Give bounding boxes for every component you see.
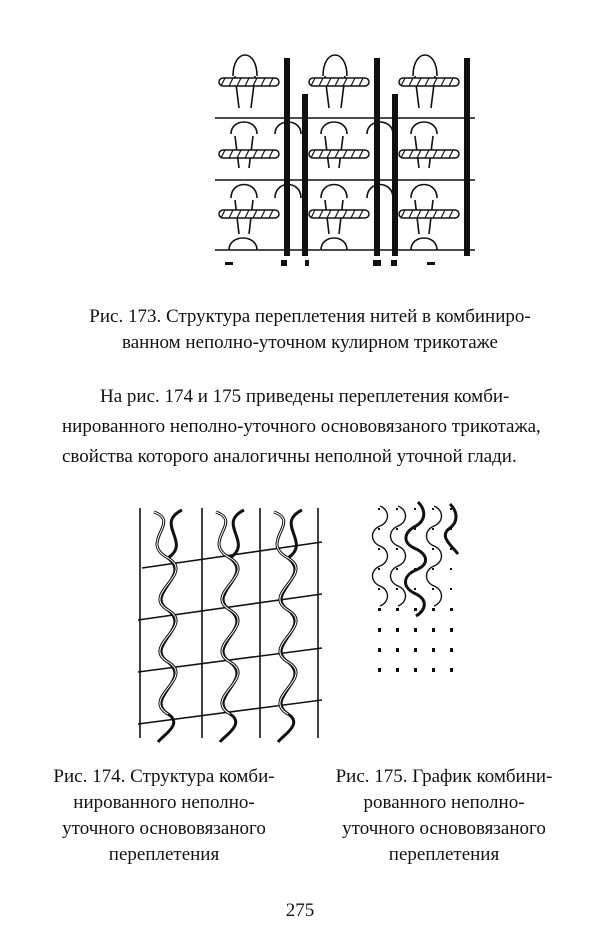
figure-174-caption-line1: Рис. 174. Структура комби-	[53, 766, 275, 787]
figure-173-caption-line1: Рис. 173. Структура переплетения нитей в комбиниро-	[89, 306, 531, 327]
figure-174-caption-line3: уточного основовязаного	[62, 818, 266, 839]
figure-173-caption-line2: ванном неполно-уточном кулирном трикотаже	[122, 332, 498, 353]
figure-174-warp-knit-structure	[132, 502, 328, 746]
figure-175-caption-line2: рованного неполно-	[363, 792, 525, 813]
figure-175-notation-graphic	[368, 500, 464, 684]
figure-175-caption	[306, 764, 582, 868]
figure-173-knit-structure	[205, 38, 485, 270]
paragraph-line2: нированного неполно-уточного основовязаного трикотажа,	[62, 416, 541, 437]
figure-175-caption-line3: уточного основовязаного	[342, 818, 546, 839]
figure-174-caption-line4: переплетения	[108, 844, 220, 865]
figure-173-caption	[40, 304, 580, 356]
body-paragraph	[62, 382, 562, 472]
figure-175-caption-line4: переплетения	[388, 844, 500, 865]
page-number: 275	[285, 900, 315, 921]
figure-174-caption	[24, 764, 304, 868]
figure-174-caption-line2: нированного неполно-	[73, 792, 255, 813]
figure-175-caption-line1: Рис. 175. График комбини-	[335, 766, 553, 787]
paragraph-line1: На рис. 174 и 175 приведены переплетения комби-	[100, 386, 510, 407]
paragraph-line3: свойства которого аналогичны неполной уточной глади.	[62, 446, 517, 467]
